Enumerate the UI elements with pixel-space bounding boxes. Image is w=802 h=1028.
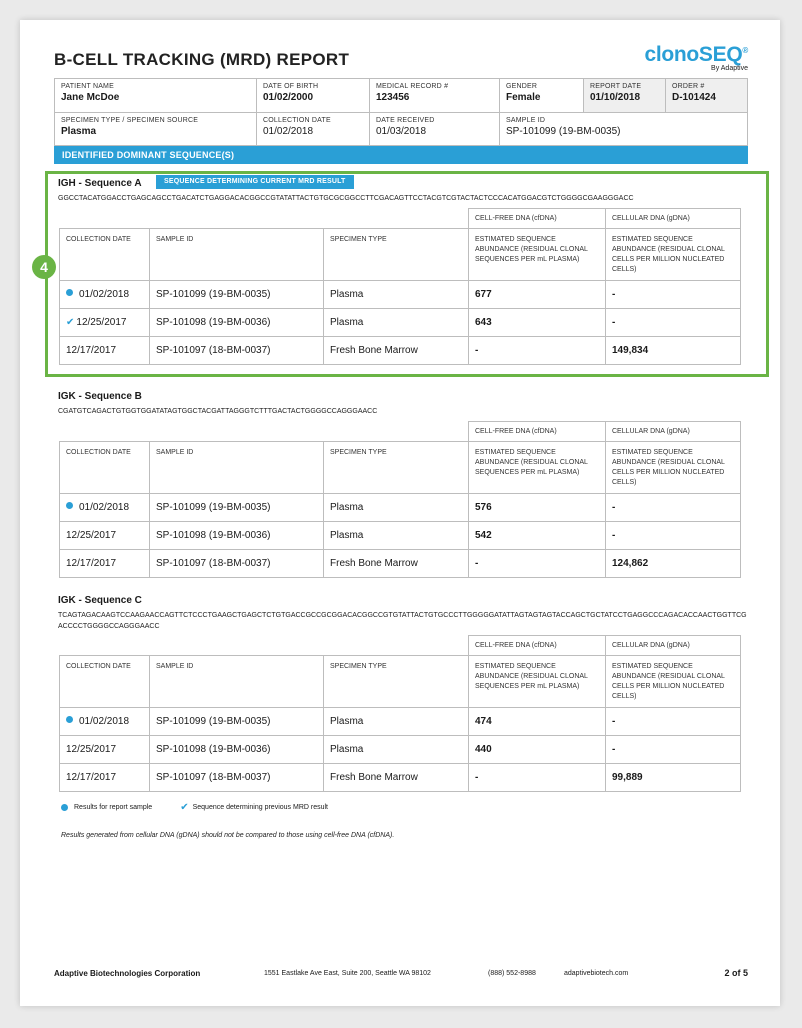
col-header: SPECIMEN TYPE xyxy=(324,442,469,494)
table-row xyxy=(60,337,741,365)
col-header: ESTIMATED SEQUENCE ABUNDANCE (RESIDUAL CLONAL SEQUENCES PER mL PLASMA) xyxy=(469,656,606,708)
page-number: 2 of 5 xyxy=(724,968,748,978)
cell-cfdna: 440 xyxy=(469,736,606,764)
col-header: COLLECTION DATE xyxy=(60,656,150,708)
report-date-cell xyxy=(584,79,666,112)
col-header: ESTIMATED SEQUENCE ABUNDANCE (RESIDUAL CLONAL CELLS PER MILLION NUCLEATED CELLS) xyxy=(606,442,741,494)
report-date: 01/10/2018 xyxy=(590,92,641,103)
cell-sample: SP-101098 (19-BM-0036) xyxy=(150,736,324,764)
gdna-header: CELLULAR DNA (gDNA) xyxy=(606,636,741,656)
cell-gdna: - xyxy=(606,281,741,309)
sequence-title: IGK - Sequence B xyxy=(58,391,142,402)
cell-cfdna: 677 xyxy=(469,281,606,309)
col-header: ESTIMATED SEQUENCE ABUNDANCE (RESIDUAL CLONAL SEQUENCES PER mL PLASMA) xyxy=(469,229,606,281)
date-of-birth: 01/02/2000 xyxy=(263,92,314,103)
medical-record-number: 123456 xyxy=(376,92,410,103)
cell-cfdna: - xyxy=(469,337,606,365)
sample-id: SP-101099 (19-BM-0035) xyxy=(506,126,621,137)
report-sample-dot-icon xyxy=(66,716,73,723)
table-row xyxy=(60,522,741,550)
footer xyxy=(54,968,748,978)
cell-sample: SP-101099 (19-BM-0035) xyxy=(150,708,324,736)
col-header: ESTIMATED SEQUENCE ABUNDANCE (RESIDUAL CLONAL CELLS PER MILLION NUCLEATED CELLS) xyxy=(606,656,741,708)
checkmark-icon: ✔ xyxy=(180,802,189,813)
gender: Female xyxy=(506,92,541,103)
table-row xyxy=(60,281,741,309)
col-header: ESTIMATED SEQUENCE ABUNDANCE (RESIDUAL CLONAL SEQUENCES PER mL PLASMA) xyxy=(469,442,606,494)
field-label: SAMPLE ID xyxy=(506,117,546,124)
sequence-title: IGH - Sequence A xyxy=(58,178,142,189)
cell-gdna: - xyxy=(606,494,741,522)
footer-phone: (888) 552-8988 xyxy=(488,969,536,977)
field-label: GENDER xyxy=(506,83,538,90)
cell-date: 12/25/2017 xyxy=(60,522,150,550)
col-header: COLLECTION DATE xyxy=(60,229,150,281)
collection-date-cell xyxy=(257,113,370,145)
field-label: DATE OF BIRTH xyxy=(263,83,319,90)
cfdna-header: CELL-FREE DNA (cfDNA) xyxy=(469,422,606,442)
specimen-type-cell xyxy=(55,113,257,145)
report-sample-dot-icon xyxy=(66,502,73,509)
clonoseq-logo xyxy=(644,40,748,72)
cell-cfdna: 576 xyxy=(469,494,606,522)
footer-address: 1551 Eastlake Ave East, Suite 200, Seattle WA 98102 xyxy=(264,969,431,977)
field-label: COLLECTION DATE xyxy=(263,117,331,124)
mrd-table xyxy=(59,421,741,578)
cell-gdna: 124,862 xyxy=(606,550,741,578)
dna-sequence: GGCCTACATGGACCTGAGCAGCCTGACATCTGAGGACACGGCCGTATATTACTGTGCGCGGCCTTCGACAGTTCCTACGTCGTACTACTCCCACATGGACGTCTGGGGCGAAGGGACC xyxy=(58,195,634,202)
date-received-cell xyxy=(370,113,500,145)
cell-sample: SP-101099 (19-BM-0035) xyxy=(150,494,324,522)
disclaimer-note: Results generated from cellular DNA (gDNA) should not be compared to those using cell-free DNA (cfDNA). xyxy=(61,832,395,839)
section-title-bar: IDENTIFIED DOMINANT SEQUENCE(S) xyxy=(54,146,748,164)
cell-specimen: Fresh Bone Marrow xyxy=(324,764,469,792)
col-header: SAMPLE ID xyxy=(150,229,324,281)
cell-date: 12/17/2017 xyxy=(60,764,150,792)
dob-cell xyxy=(257,79,370,112)
gdna-header: CELLULAR DNA (gDNA) xyxy=(606,422,741,442)
cell-date: 12/25/2017 xyxy=(60,736,150,764)
current-mrd-tag: SEQUENCE DETERMINING CURRENT MRD RESULT xyxy=(156,175,354,189)
cell-cfdna: 542 xyxy=(469,522,606,550)
cell-sample: SP-101098 (19-BM-0036) xyxy=(150,522,324,550)
order-number-cell xyxy=(666,79,747,112)
table-row xyxy=(60,708,741,736)
gender-cell xyxy=(500,79,584,112)
cfdna-header: CELL-FREE DNA (cfDNA) xyxy=(469,636,606,656)
order-number: D-101424 xyxy=(672,92,716,103)
cell-date: 01/02/2018 xyxy=(79,289,130,300)
cell-specimen: Fresh Bone Marrow xyxy=(324,337,469,365)
cell-cfdna: - xyxy=(469,550,606,578)
cell-specimen: Plasma xyxy=(324,736,469,764)
cell-cfdna: 474 xyxy=(469,708,606,736)
mrd-table xyxy=(59,208,741,365)
logo-by-adaptive: By Adaptive xyxy=(711,65,748,72)
cell-gdna: - xyxy=(606,708,741,736)
cfdna-header: CELL-FREE DNA (cfDNA) xyxy=(469,209,606,229)
dna-sequence: CGATGTCAGACTGTGGTGGATATAGTGGCTACGATTAGGGTCTTTGACTACTGGGGCCAGGGAACC xyxy=(58,408,378,415)
specimen-info-row xyxy=(54,112,748,146)
cell-date: 12/17/2017 xyxy=(60,550,150,578)
legend xyxy=(61,802,328,813)
logo-brand: clonoSEQ xyxy=(644,43,743,66)
cell-date: 01/02/2018 xyxy=(79,502,130,513)
patient-info-row xyxy=(54,78,748,112)
cell-date: 12/17/2017 xyxy=(60,337,150,365)
checkmark-icon: ✔ xyxy=(66,317,75,328)
cell-sample: SP-101098 (19-BM-0036) xyxy=(150,309,324,337)
field-label: ORDER # xyxy=(672,83,705,90)
legend-dot-label: Results for report sample xyxy=(74,804,153,811)
col-header: SAMPLE ID xyxy=(150,656,324,708)
logo-registered: ® xyxy=(742,46,748,55)
table-row xyxy=(60,550,741,578)
cell-specimen: Plasma xyxy=(324,522,469,550)
cell-gdna: - xyxy=(606,309,741,337)
cell-cfdna: - xyxy=(469,764,606,792)
specimen-type: Plasma xyxy=(61,126,97,137)
cell-sample: SP-101099 (19-BM-0035) xyxy=(150,281,324,309)
footer-website[interactable]: adaptivebiotech.com xyxy=(564,969,629,977)
table-row xyxy=(60,494,741,522)
cell-gdna: - xyxy=(606,522,741,550)
cell-gdna: 99,889 xyxy=(606,764,741,792)
field-label: SPECIMEN TYPE / SPECIMEN SOURCE xyxy=(61,117,199,124)
cell-sample: SP-101097 (18-BM-0037) xyxy=(150,337,324,365)
cell-specimen: Plasma xyxy=(324,281,469,309)
col-header: SPECIMEN TYPE xyxy=(324,656,469,708)
report-page xyxy=(20,20,780,1006)
cell-sample: SP-101097 (18-BM-0037) xyxy=(150,550,324,578)
cell-specimen: Fresh Bone Marrow xyxy=(324,550,469,578)
report-sample-dot-icon xyxy=(61,804,68,811)
cell-gdna: - xyxy=(606,736,741,764)
field-label: PATIENT NAME xyxy=(61,83,114,90)
gdna-header: CELLULAR DNA (gDNA) xyxy=(606,209,741,229)
cell-specimen: Plasma xyxy=(324,309,469,337)
footer-company: Adaptive Biotechnologies Corporation xyxy=(54,968,201,978)
collection-date: 01/02/2018 xyxy=(263,126,314,137)
report-sample-dot-icon xyxy=(66,289,73,296)
callout-badge: 4 xyxy=(32,255,56,279)
sample-id-cell xyxy=(500,113,747,145)
cell-sample: SP-101097 (18-BM-0037) xyxy=(150,764,324,792)
cell-date: 12/25/2017 xyxy=(76,317,127,328)
dna-sequence: TCAGTAGACAAGTCCAAGAACCAGTTCTCCCTGAAGCTGAGCTCTGTGACCGCCGCGGACACGGCCGTGTATTACTGTGCCCTTGGGGGATATTAGTAGTAGTACCAGCTGCTATCCTGAGGCCCAGACACCAACTGGTTCGACCCCTGGGGCCAGGGAACC xyxy=(58,612,747,630)
table-row xyxy=(60,764,741,792)
col-header: SAMPLE ID xyxy=(150,442,324,494)
cell-cfdna: 643 xyxy=(469,309,606,337)
col-header: SPECIMEN TYPE xyxy=(324,229,469,281)
field-label: MEDICAL RECORD # xyxy=(376,83,449,90)
cell-specimen: Plasma xyxy=(324,494,469,522)
date-received: 01/03/2018 xyxy=(376,126,427,137)
legend-check-label: Sequence determining previous MRD result xyxy=(192,804,328,811)
patient-name-cell xyxy=(55,79,257,112)
sequence-title: IGK - Sequence C xyxy=(58,595,142,606)
patient-name: Jane McDoe xyxy=(61,92,120,103)
col-header: COLLECTION DATE xyxy=(60,442,150,494)
mrn-cell xyxy=(370,79,500,112)
col-header: ESTIMATED SEQUENCE ABUNDANCE (RESIDUAL CLONAL CELLS PER MILLION NUCLEATED CELLS) xyxy=(606,229,741,281)
report-title: B-CELL TRACKING (MRD) REPORT xyxy=(54,50,350,69)
table-row xyxy=(60,309,741,337)
table-row xyxy=(60,736,741,764)
cell-specimen: Plasma xyxy=(324,708,469,736)
cell-gdna: 149,834 xyxy=(606,337,741,365)
cell-date: 01/02/2018 xyxy=(79,716,130,727)
field-label: REPORT DATE xyxy=(590,83,642,90)
field-label: DATE RECEIVED xyxy=(376,117,435,124)
mrd-table xyxy=(59,635,741,792)
